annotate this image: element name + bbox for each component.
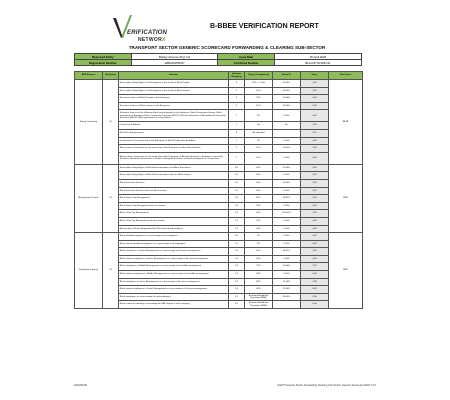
target-cell: 80% xyxy=(245,278,273,286)
logo-text-network xyxy=(138,37,166,43)
indicator-weighting-cell: 1.0 xyxy=(229,240,245,248)
header-indicator: Indicator xyxy=(119,72,229,80)
indicator-cell: Black Other Top Management who are women xyxy=(119,217,229,225)
indicator-cell: Bonus points: Black Independent Non-Executive Board members xyxy=(119,225,229,233)
score-cell: 0.00 xyxy=(301,255,329,263)
actual-cell: 0.00% xyxy=(273,110,301,122)
score-cell: 1.00 xyxy=(301,122,329,130)
indicator-weighting-cell: 1.0 xyxy=(229,202,245,210)
indicator-cell: Black employees as a percentage of total employees xyxy=(119,293,229,301)
actual-cell xyxy=(273,129,301,137)
target-cell: 2% xyxy=(245,233,273,241)
target-cell: 30% xyxy=(245,255,273,263)
indicator-cell: Black women employees in Senior Management as a percentage of all senior management xyxy=(119,255,229,263)
logo-text-verification: ERIFICATION xyxy=(127,30,168,36)
score-cell: 0.00 xyxy=(301,233,329,241)
score-cell: 4.00 xyxy=(301,80,329,88)
scorecard-row xyxy=(75,301,363,309)
indicator-cell: Bonus points: Involvement in the ownership of the Enterprise of Black Participants in Employee Ownership Schemes, Broad-based schemes or Public or Nonprofit Schemes, or Black participants in co-operatives xyxy=(119,152,229,164)
indicator-weighting-cell: 1.0 xyxy=(229,255,245,263)
indicator-weighting-cell: 2.0 xyxy=(229,210,245,218)
indicator-weighting-cell: 2 xyxy=(229,87,245,95)
target-cell: 40% xyxy=(245,286,273,294)
header-bee-element: BEE Element xyxy=(75,72,103,80)
scorecard-row xyxy=(75,129,363,137)
indicator-cell: Exercisable Voting Rights of Black Board members and Black Executives xyxy=(119,164,229,172)
target-cell: Economically Active Population (EAP) xyxy=(245,293,273,301)
footer-date: 2020/04/06 xyxy=(74,384,87,387)
indicator-weighting-cell: 1.0 xyxy=(229,271,245,279)
indicator-weighting-cell: 2 xyxy=(229,145,245,153)
indicator-weighting-cell: 2.0 xyxy=(229,172,245,180)
actual-cell: 0.00% xyxy=(273,233,301,241)
indicator-cell: Black employees in Middle Management as a percentage of all middle management xyxy=(119,263,229,271)
scorecard-row xyxy=(75,233,363,241)
target-cell: 60% xyxy=(245,248,273,256)
indicator-cell: Black Executive Directors who are Black women xyxy=(119,187,229,195)
scorecard-row xyxy=(75,217,363,225)
target-cell: 25% xyxy=(245,172,273,180)
actual-cell: 50.00% xyxy=(273,179,301,187)
scorecard-row xyxy=(75,164,363,172)
logo-text-network-x: X xyxy=(162,37,166,43)
indicator-cell: Exercisable Voting Rights in the Enterprise in the hands of Black women xyxy=(119,87,229,95)
score-cell: 2.00 xyxy=(301,195,329,203)
indicator-cell: Involvement in the ownership of the Enterprise of black People with disabilities xyxy=(119,137,229,145)
target-cell: 75% xyxy=(245,263,273,271)
header-total-score: Total Score xyxy=(329,72,363,80)
actual-cell: 0.00% xyxy=(273,217,301,225)
scorecard-row xyxy=(75,195,363,203)
report-subtitle: TRANSPORT SECTOR GENERIC SCORECARD FORWARDING & CLEARING SUB-SECTOR xyxy=(128,45,326,50)
scorecard-table xyxy=(74,71,363,309)
indicator-weighting-cell: 2.0 xyxy=(229,179,245,187)
actual-cell: 0.00% xyxy=(273,172,301,180)
scorecard-row xyxy=(75,172,363,180)
indicator-cell: Black women employees in Middle Management as a percentage of all middle management xyxy=(119,271,229,279)
indicator-weighting-cell: 2.0 xyxy=(229,248,245,256)
info-label: Certificate Number xyxy=(218,60,274,66)
scorecard-row xyxy=(75,187,363,195)
score-cell: 0.00 xyxy=(301,187,329,195)
info-value: 06 April 2020 xyxy=(274,54,361,60)
target-cell: 2% xyxy=(245,137,273,145)
indicator-cell: Black women disabled employees as a percentage of all employees xyxy=(119,240,229,248)
score-cell: 4.00 xyxy=(301,95,329,103)
indicator-weighting-cell: 2.0 xyxy=(229,263,245,271)
entity-info-row xyxy=(75,60,362,66)
score-cell: 2.00 xyxy=(301,248,329,256)
indicator-cell: Black Senior Top Management who are women xyxy=(119,202,229,210)
score-cell: 1.88 xyxy=(301,278,329,286)
score-cell: 3.00 xyxy=(301,164,329,172)
indicator-cell: Black Executive Directors xyxy=(119,179,229,187)
indicator-weighting-cell: 3.0 xyxy=(229,301,245,309)
score-cell: 2.00 xyxy=(301,210,329,218)
actual-cell: 0.00% xyxy=(273,225,301,233)
element-weighting-cell: 25 xyxy=(103,80,119,165)
target-cell: 25% xyxy=(245,95,273,103)
target-cell: 30% xyxy=(245,217,273,225)
indicator-weighting-cell: 1.0 xyxy=(229,286,245,294)
report-page xyxy=(60,8,394,394)
indicator-cell: Black employees in Senior Management as a percentage of all senior management xyxy=(119,248,229,256)
info-value: BLG/CF/TS/1051/11 xyxy=(274,60,361,66)
total-score-cell: 8.76 xyxy=(329,164,363,232)
scorecard-row xyxy=(75,145,363,153)
header-weighting: Weighting xyxy=(103,72,119,80)
target-cell: 30% xyxy=(245,202,273,210)
indicator-weighting-cell: 1 xyxy=(229,110,245,122)
score-cell: 0.00 xyxy=(301,301,329,309)
scorecard-row xyxy=(75,248,363,256)
target-cell: 10% xyxy=(245,145,273,153)
bee-element-cell: Management Control xyxy=(75,164,103,232)
indicator-cell: Black Other Top Management xyxy=(119,210,229,218)
score-cell: 2.00 xyxy=(301,179,329,187)
target-cell: 38% xyxy=(245,271,273,279)
indicator-cell: Bonus points for meeting or exceeding the EAP targets in each category xyxy=(119,301,229,309)
target-cell: 10% xyxy=(245,87,273,95)
bee-element-cell: Equity Ownership xyxy=(75,80,103,165)
target-cell: Yes xyxy=(245,122,273,130)
indicator-weighting-cell: 2 xyxy=(229,102,245,110)
actual-cell: 90.00% xyxy=(273,293,301,301)
target-cell: Economically Active Population (EAP) xyxy=(245,301,273,309)
target-cell: 10% xyxy=(245,102,273,110)
target-cell: 25% xyxy=(245,187,273,195)
scorecard-row xyxy=(75,278,363,286)
score-cell: 5.15 xyxy=(301,129,329,137)
actual-cell: 50.00% xyxy=(273,80,301,88)
score-cell: 2.00 xyxy=(301,145,329,153)
indicator-weighting-cell: 1.0 xyxy=(229,225,245,233)
actual-cell: 0.00% xyxy=(273,271,301,279)
actual-cell: 25.00% xyxy=(273,286,301,294)
scorecard-row xyxy=(75,110,363,122)
score-cell: 0.00 xyxy=(301,172,329,180)
score-cell: 0.00 xyxy=(301,152,329,164)
info-value: 1986/002555/07 xyxy=(131,60,218,66)
scorecard-row xyxy=(75,152,363,164)
target-cell: As indicated xyxy=(245,129,273,137)
header-actual: Actual % xyxy=(273,72,301,80)
actual-cell: 30.00% xyxy=(273,87,301,95)
indicator-weighting-cell: 8 xyxy=(229,129,245,137)
actual-cell: 0.00% xyxy=(273,137,301,145)
target-cell: 50% xyxy=(245,179,273,187)
element-weighting-cell: 18 xyxy=(103,233,119,309)
target-cell: 3% xyxy=(245,110,273,122)
info-label: Registration Number xyxy=(75,60,132,66)
indicator-weighting-cell: 1 xyxy=(229,152,245,164)
logo-text-network-main: NETWOR xyxy=(138,37,163,43)
scorecard-row xyxy=(75,293,363,301)
scorecard-row xyxy=(75,80,363,88)
v-checkmark-icon xyxy=(112,14,132,40)
scorecard-header-row xyxy=(75,72,363,80)
actual-cell xyxy=(273,301,301,309)
verification-network-logo xyxy=(112,14,192,48)
score-cell: 2.00 xyxy=(301,102,329,110)
indicator-cell: Economic Interest of the following black natural people in the Enterprise: Black Designated Groups; Black participants in Employee Share Ownership Programs (ESOP); Black beneficiaries of Broad-Based Ownership Schemes (BBOS); Black participants in co-operatives xyxy=(119,110,229,122)
target-cell: 25% + 1 vote xyxy=(245,80,273,88)
scorecard-row xyxy=(75,179,363,187)
scorecard-row xyxy=(75,240,363,248)
footer-document-name: OHW Transport Sector Forwarding Clearing Sub-Sector Generic Scorecard 2020 V1.0 xyxy=(277,384,376,387)
scorecard-row xyxy=(75,137,363,145)
scorecard-row xyxy=(75,95,363,103)
actual-cell: 66.67% xyxy=(273,248,301,256)
indicator-cell: Economic Interest of Black women in the Enterprise xyxy=(119,102,229,110)
indicator-cell: Black women employees in Junior Management as a percentage of all junior management xyxy=(119,286,229,294)
indicator-weighting-cell: 3.0 xyxy=(229,164,245,172)
actual-cell: 50.00% xyxy=(273,263,301,271)
total-score-cell: 8.37 xyxy=(329,233,363,309)
target-cell: 10% xyxy=(245,152,273,164)
info-label: Measured Entity xyxy=(75,54,132,60)
scorecard-row xyxy=(75,255,363,263)
actual-cell: 0.00% xyxy=(273,187,301,195)
score-cell: 0.00 xyxy=(301,225,329,233)
entity-info-table xyxy=(74,53,362,66)
scorecard-row xyxy=(75,271,363,279)
scorecard-row xyxy=(75,225,363,233)
score-cell: 0.00 xyxy=(301,271,329,279)
indicator-weighting-cell: 2.0 xyxy=(229,278,245,286)
score-cell: 0.63 xyxy=(301,286,329,294)
actual-cell: 50.00% xyxy=(273,95,301,103)
scorecard-row xyxy=(75,122,363,130)
indicator-weighting-cell: 1 xyxy=(229,137,245,145)
scorecard-row xyxy=(75,286,363,294)
indicator-cell: Bonus points: Involvement in the ownership of the Enterprise of black New Entrants xyxy=(119,145,229,153)
score-cell: 2.00 xyxy=(301,87,329,95)
scorecard-row xyxy=(75,87,363,95)
actual-cell: 0.00% xyxy=(273,152,301,164)
indicator-weighting-cell: 1.0 xyxy=(229,187,245,195)
indicator-cell: Net Value Equity Interest xyxy=(119,129,229,137)
indicator-weighting-cell: 4 xyxy=(229,95,245,103)
score-cell: 0.00 xyxy=(301,217,329,225)
indicator-weighting-cell: 1 xyxy=(229,122,245,130)
actual-cell: 1.10% xyxy=(273,240,301,248)
indicator-weighting-cell: 2.0 xyxy=(229,195,245,203)
header-target: Target (Compliance) xyxy=(245,72,273,80)
element-weighting-cell: 19 xyxy=(103,164,119,232)
actual-cell: 100.00% xyxy=(273,210,301,218)
scorecard-row xyxy=(75,102,363,110)
header-score: Score xyxy=(301,72,329,80)
target-cell: 2% xyxy=(245,240,273,248)
info-label: Issue Date xyxy=(218,54,274,60)
actual-cell: 0.00% xyxy=(273,255,301,263)
target-cell: 40% xyxy=(245,225,273,233)
actual-cell: 66.67% xyxy=(273,195,301,203)
score-cell: 0.00 xyxy=(301,110,329,122)
indicator-weighting-cell: 4 xyxy=(229,80,245,88)
actual-cell: 0.00% xyxy=(273,202,301,210)
actual-cell: 20.00% xyxy=(273,145,301,153)
header-indicator-weighting: Indicator Weighting xyxy=(229,72,245,80)
score-cell: 2.00 xyxy=(301,293,329,301)
score-cell: 0.55 xyxy=(301,240,329,248)
actual-cell: Yes xyxy=(273,122,301,130)
actual-cell: 30.00% xyxy=(273,102,301,110)
target-cell: 60% xyxy=(245,195,273,203)
target-cell: 60% xyxy=(245,210,273,218)
indicator-cell: Exercisable Voting Rights in the Enterprise in the hands of Black People xyxy=(119,80,229,88)
actual-cell: 50.00% xyxy=(273,164,301,172)
indicator-cell: Black disabled employees as a percentage of all employees xyxy=(119,233,229,241)
actual-cell: 75.00% xyxy=(273,278,301,286)
scorecard-row xyxy=(75,263,363,271)
scorecard-row xyxy=(75,210,363,218)
bee-element-cell: Employment Equity xyxy=(75,233,103,309)
indicator-cell: Ownership Fulfilment xyxy=(119,122,229,130)
info-value: Boltsg Universe (Pty) Ltd xyxy=(131,54,218,60)
indicator-weighting-cell: 2.0 xyxy=(229,293,245,301)
indicator-cell: Black Senior Top Management xyxy=(119,195,229,203)
score-cell: 0.00 xyxy=(301,202,329,210)
score-cell: 0.00 xyxy=(301,137,329,145)
target-cell: 50% xyxy=(245,164,273,172)
indicator-weighting-cell: 2.0 xyxy=(229,233,245,241)
total-score-cell: 20.15 xyxy=(329,80,363,165)
indicator-cell: Economic Interest of Black People in the Enterprise xyxy=(119,95,229,103)
report-title: B-BBEE VERIFICATION REPORT xyxy=(210,23,319,30)
indicator-cell: Black employees in Junior Management as a percentage of all junior management xyxy=(119,278,229,286)
indicator-weighting-cell: 1.0 xyxy=(229,217,245,225)
scorecard-row xyxy=(75,202,363,210)
score-cell: 1.33 xyxy=(301,263,329,271)
scorecard-body xyxy=(75,80,363,309)
indicator-cell: Exercisable Voting Rights of Black Board members who are Black women xyxy=(119,172,229,180)
